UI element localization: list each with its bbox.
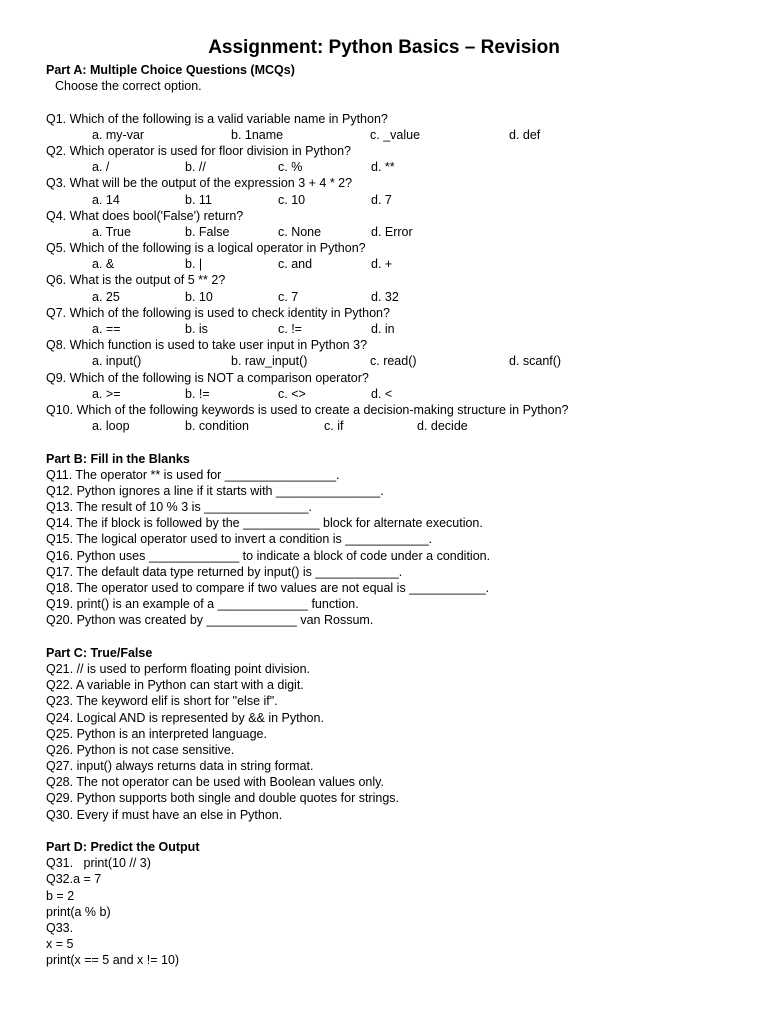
options-q7 [46,321,746,337]
question-q14: Q14. The if block is followed by the ___________ block for alternate execution. [46,516,483,531]
question-q6: Q6. What is the output of 5 ** 2? [46,273,226,288]
option-a: a. loop [92,419,130,434]
code-line: print(a % b) [46,904,111,919]
options-q1 [46,127,746,143]
option-c: c. read() [370,354,417,369]
part-a-heading: Part A: Multiple Choice Questions (MCQs) [46,63,295,77]
question-q22: Q22. A variable in Python can start with a digit. [46,678,304,693]
option-c: c. % [278,160,303,175]
code-line: x = 5 [46,937,74,952]
part-b-heading: Part B: Fill in the Blanks [46,451,190,466]
option-b: b. 1name [231,127,284,142]
option-a: a. >= [92,386,121,401]
document-body [46,62,746,969]
question-q29: Q29. Python supports both single and double quotes for strings. [46,791,400,806]
option-a: a. 25 [92,289,120,304]
option-d: d. 32 [371,289,399,304]
option-c: c. if [324,419,344,434]
question-q26: Q26. Python is not case sensitive. [46,742,235,757]
question-q2: Q2. Which operator is used for floor division in Python? [46,143,352,158]
option-d: d. < [371,386,393,401]
question-q1: Q1. Which of the following is a valid variable name in Python? [46,111,388,126]
options-q2 [46,159,746,175]
option-c: c. != [278,322,302,336]
question-q5: Q5. Which of the following is a logical operator in Python? [46,241,366,256]
question-q10: Q10. Which of the following keywords is used to create a decision-making structure in Python? [46,402,569,417]
option-c: c. None [278,224,322,239]
option-b: b. 11 [185,192,212,207]
question-q11: Q11. The operator ** is used for ________________. [46,467,340,482]
options-q10 [46,418,746,434]
option-a: a. input() [92,354,142,369]
question-q20: Q20. Python was created by _____________ van Rossum. [46,613,374,628]
question-q18: Q18. The operator used to compare if two values are not equal is ___________. [46,581,490,595]
option-c: c. <> [278,386,306,401]
options-q4 [46,224,746,240]
options-q9 [46,386,746,402]
option-d: d. in [371,322,395,336]
code-line: Q31. print(10 // 3) [46,856,151,871]
option-b: b. // [185,160,206,175]
question-q3: Q3. What will be the output of the expression 3 + 4 * 2? [46,176,353,191]
option-b: b. 10 [185,289,213,304]
option-d: d. decide [417,419,468,434]
page-title: Assignment: Python Basics – Revision [208,37,560,58]
option-b: b. False [185,224,230,239]
options-q3 [46,192,746,208]
question-q17: Q17. The default data type returned by input() is ____________. [46,564,403,579]
option-b: b. | [185,257,203,272]
options-q8 [46,353,746,369]
option-d: d. def [509,127,541,142]
code-line: print(x == 5 and x != 10) [46,953,180,968]
option-c: c. _value [370,127,421,142]
option-b: b. raw_input() [231,354,308,369]
option-a: a. == [92,322,121,336]
question-q15: Q15. The logical operator used to invert a condition is ____________. [46,532,433,547]
question-q7: Q7. Which of the following is used to check identity in Python? [46,305,390,320]
option-c: c. 10 [278,192,306,207]
options-q5 [46,256,746,272]
option-d: d. Error [371,224,413,239]
part-a-instruction: Choose the correct option. [55,79,202,94]
question-q9: Q9. Which of the following is NOT a comparison operator? [46,370,369,385]
question-q13: Q13. The result of 10 % 3 is _______________. [46,500,312,515]
question-q16: Q16. Python uses _____________ to indicate a block of code under a condition. [46,548,491,563]
code-line: Q33. [46,920,74,935]
code-line: b = 2 [46,888,75,903]
option-b: b. is [185,322,208,336]
part-c-heading: Part C: True/False [46,645,153,660]
option-a: a. / [92,160,110,175]
question-q4: Q4. What does bool('False') return? [46,208,244,223]
option-d: d. ** [371,160,395,175]
option-d: d. 7 [371,192,392,207]
question-q24: Q24. Logical AND is represented by && in Python. [46,710,324,725]
options-q6 [46,289,746,305]
code-line: Q32.a = 7 [46,872,102,887]
option-a: a. & [92,257,115,272]
option-a: a. 14 [92,192,120,207]
question-q23: Q23. The keyword elif is short for "else if". [46,694,278,709]
question-q8: Q8. Which function is used to take user input in Python 3? [46,338,368,353]
option-c: c. and [278,257,313,272]
question-q12: Q12. Python ignores a line if it starts with _______________. [46,483,384,498]
option-c: c. 7 [278,289,299,304]
question-q30: Q30. Every if must have an else in Python. [46,807,283,822]
question-q19: Q19. print() is an example of a _____________ function. [46,597,359,612]
option-a: a. my-var [92,127,145,142]
option-b: b. != [185,386,210,401]
question-q27: Q27. input() always returns data in string format. [46,759,314,774]
question-q21: Q21. // is used to perform floating point division. [46,661,311,676]
option-d: d. + [371,257,393,272]
part-d-heading: Part D: Predict the Output [46,840,200,854]
question-q28: Q28. The not operator can be used with Boolean values only. [46,775,384,790]
question-q25: Q25. Python is an interpreted language. [46,726,267,741]
option-b: b. condition [185,419,249,434]
option-d: d. scanf() [509,354,562,369]
option-a: a. True [92,224,131,239]
